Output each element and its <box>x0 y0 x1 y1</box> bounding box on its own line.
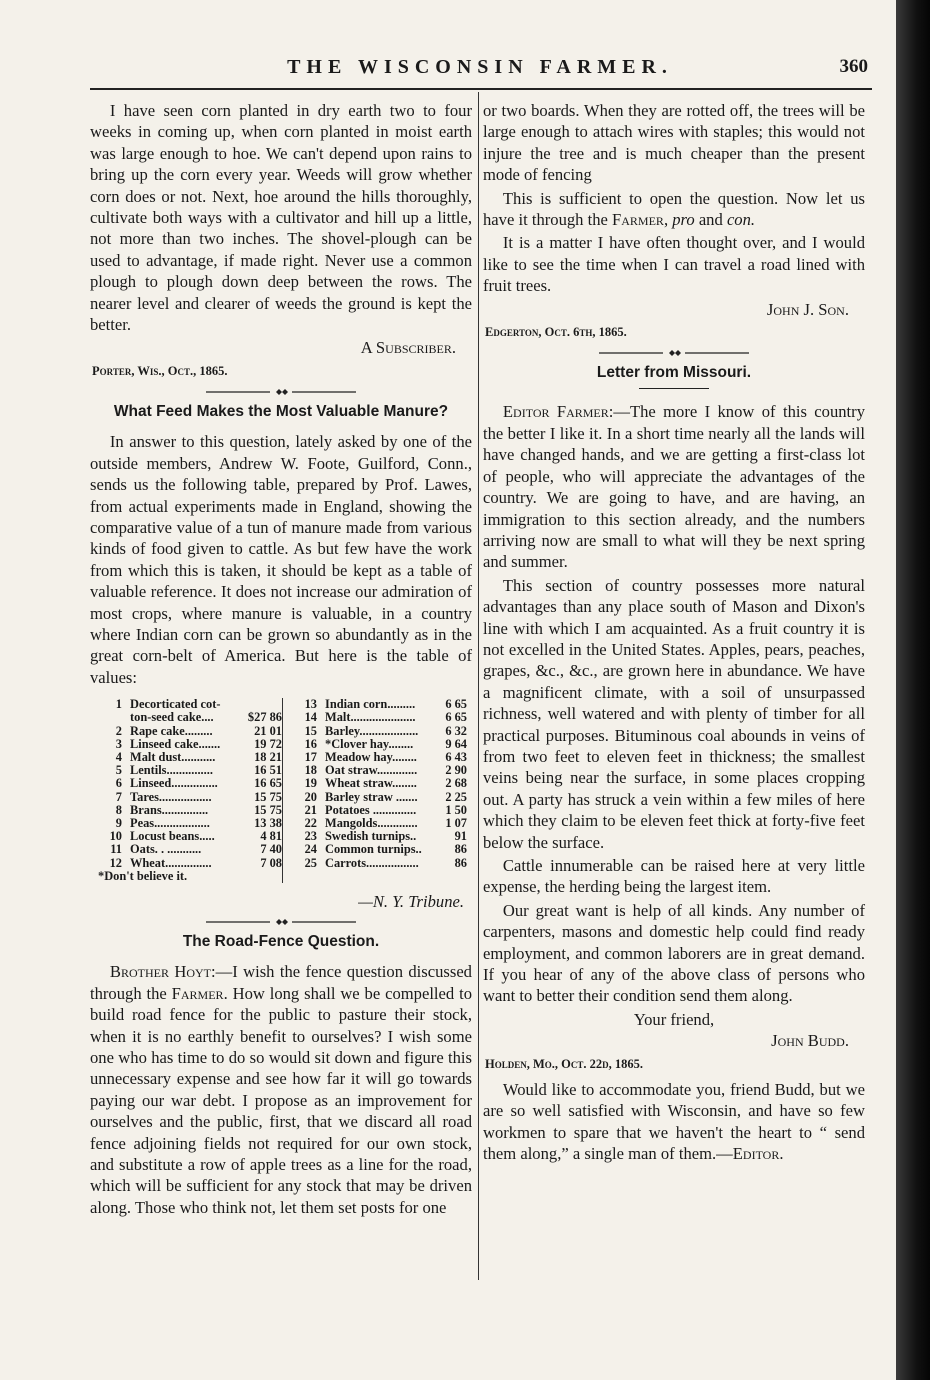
right-column <box>483 100 865 1167</box>
table-footnote: *Don't believe it. <box>98 868 188 883</box>
table-column-right <box>282 698 467 883</box>
table-row: 6 Linseed............... 16 65 <box>115 776 282 791</box>
table-row: 24 Common turnips.. 86 <box>304 842 467 857</box>
missouri-heading: Letter from Missouri. <box>596 364 752 382</box>
table-row: 3 Linseed cake....... 19 72 <box>115 736 282 751</box>
left-column <box>90 100 472 1220</box>
salutation: Editor Farmer <box>502 402 609 422</box>
table-row: 11 Oats. . ........... 7 40 <box>110 842 282 857</box>
table-row: 15 Barley................... 6 32 <box>304 723 467 738</box>
section-ornament <box>206 918 356 926</box>
table-row: 12 Wheat............... 7 08 <box>109 855 282 870</box>
header-rule <box>90 88 872 90</box>
table-row: 25 Carrots................. 86 <box>304 855 467 870</box>
manure-value-table <box>96 698 472 883</box>
column-divider <box>478 92 479 1280</box>
table-row: 14 Malt..................... 6 65 <box>304 710 467 725</box>
table-row: ton-seed cake.... $27 86 <box>130 710 282 725</box>
missouri-paragraph: This section of country possesses more natural advantages than any place south of Mason and Dixon's line with which I am acquainted. As a fruit country it is not excelled in the United States. Apples, pears, peaches, grapes, &c., &c., are grown here in abundance. We have a magnificent climate, with a soil of unsurpassed richness, well watered and with plenty of timber for all practical purposes. Bituminous coal abounds in veins of from two feet to eleven feet in thickness; the smallest veins being near the surface, in some places cropping out. A party has struck a vein within a few miles of here which they claim to be eleven feet thick at forty-five feet below the surface. <box>483 575 865 852</box>
letter-paragraph: I have seen corn planted in dry earth two to four weeks in coming up, when corn planted in moist earth was large enough to hoe. We can't depend upon rains to bring up the corn every year. Weeds will grow whether corn does or not. Next, hoe around the hills thoroughly, cultivate both ways with a cultivator and hill up a little, not more than two inches. The shovel-plough can be used to advantage, if made right. Never use a common plough to plough down deep between the rows. The nearer level and clearer of weeds the ground is kept the better. <box>90 101 472 335</box>
heading-rule <box>639 388 709 389</box>
section-ornament <box>206 388 356 396</box>
table-row: 5 Lentils............... 16 51 <box>115 763 282 778</box>
table-row: 16 *Clover hay........ 9 64 <box>304 736 467 751</box>
page-edge-shadow <box>896 0 930 1380</box>
letter-dateline: Porter, Wis., Oct., 1865. <box>92 363 228 378</box>
salutation: Brother Hoyt <box>109 962 211 982</box>
road-fence-continued: or two boards. When they are rotted off, the trees will be large enough to attach wires with staples; this would not injure the tree and is much cheaper than the present mode of fencing <box>483 101 865 185</box>
road-fence-body: Brother Hoyt:—I wish the fence question discussed through the Farmer. How long shall we be compelled to build road fence for the public to pasture their stock, when it is no earthly benefit to ourselves? I wish some one who has time to do so would sit down and figure this unnecessary expense and see how far it will go towards paying our war debt. I propose as an improvement for ourselves and the public, first, that we discard all road fence adjoining fields not required for our own stock, and substitute a row of apple trees as a line for the road, which will be sufficient for any stock that may be driven along. Those who think not, let them set posts for one <box>90 962 472 1217</box>
road-fence-signature: John J. Son. <box>766 299 849 319</box>
table-row: 23 Swedish turnips.. 91 <box>304 829 467 844</box>
feed-article-body: In answer to this question, lately asked by one of the outside members, Andrew W. Foote, Guilford, Conn., sends us the following table, prepared by Prof. Lawes, from actual experiments made in England, showing the comparative value of a tun of manure made from various kinds of food given to cattle. As but few have the work from which this is taken, it should be kept as a table of valuable reference. It does not increase our admiration of most crops, where manure is valuable, in a country where Indian corn can be grown so abundantly as in the great corn-belt of America. But here is the table of values: <box>90 432 472 687</box>
missouri-paragraph: Editor Farmer:—The more I know of this country the better I like it. In a short time nearly all the lands will have changed hands, and we are getting a first-class lot of people, who will appreciate the advantages of the country. We are going to have, and are having, an immigration to this section already, and the numbers arriving now are small to what will they be next spring and summer. <box>483 402 865 572</box>
road-fence-paragraph: It is a matter I have often thought over, and I would like to see the time when I can travel a road lined with fruit trees. <box>483 233 865 296</box>
farmer-word: Farmer <box>171 983 224 1003</box>
feed-article-heading: What Feed Makes the Most Valuable Manure? <box>113 403 449 421</box>
table-row: 17 Meadow hay........ 6 43 <box>304 749 467 764</box>
missouri-paragraph: Our great want is help of all kinds. Any number of carpenters, masons and domestic help could find ready employment, and common laborers are in great demand. If you hear of any of the above class of persons who want to better their condition send them along. <box>483 900 865 1006</box>
missouri-dateline: Holden, Mo., Oct. 22d, 1865. <box>485 1056 644 1071</box>
editor-note: Would like to accommodate you, friend Budd, but we are so well satisfied with Wisconsin, and have so few workmen to spare that we haven't the heart to “ send them along,” a single man of them.—Editor. <box>483 1080 865 1164</box>
table-row: 13 Indian corn......... 6 65 <box>304 697 467 712</box>
table-row: 19 Wheat straw........ 2 68 <box>304 776 467 791</box>
table-row: 10 Locust beans..... 4 81 <box>109 829 282 844</box>
table-row: 1 Decorticated cot- <box>115 697 221 712</box>
table-column-left <box>96 698 282 883</box>
table-row: 8 Brans............... 15 75 <box>115 802 282 817</box>
letter-signature: A Subscriber. <box>360 338 456 358</box>
missouri-paragraph: Cattle innumerable can be raised here at very little expense, the herding being the largest item. <box>483 856 865 897</box>
road-fence-paragraph: This is sufficient to open the question. Now let us have it through the Farmer, pro and con. <box>483 188 865 230</box>
table-row: 2 Rape cake......... 21 01 <box>115 723 282 738</box>
table-row: 20 Barley straw ....... 2 25 <box>304 789 467 804</box>
table-row: 7 Tares................. 15 75 <box>115 789 282 804</box>
page-title: THE WISCONSIN FARMER. <box>287 56 673 78</box>
article-source: —N. Y. Tribune. <box>358 892 464 911</box>
table-row: 9 Peas.................. 13 38 <box>115 815 282 830</box>
table-row: 22 Mangolds............. 1 07 <box>304 815 467 830</box>
table-row: 4 Malt dust........... 18 21 <box>115 749 282 764</box>
section-ornament <box>599 349 749 357</box>
road-fence-heading: The Road-Fence Question. <box>182 933 380 951</box>
table-row: 18 Oat straw............. 2 90 <box>304 763 467 778</box>
missouri-signature: John Budd. <box>771 1031 849 1051</box>
closing: Your friend, <box>633 1009 715 1029</box>
page-number: 360 <box>839 56 868 77</box>
road-fence-dateline: Edgerton, Oct. 6th, 1865. <box>485 325 627 340</box>
table-row: 21 Potatoes .............. 1 50 <box>304 802 467 817</box>
